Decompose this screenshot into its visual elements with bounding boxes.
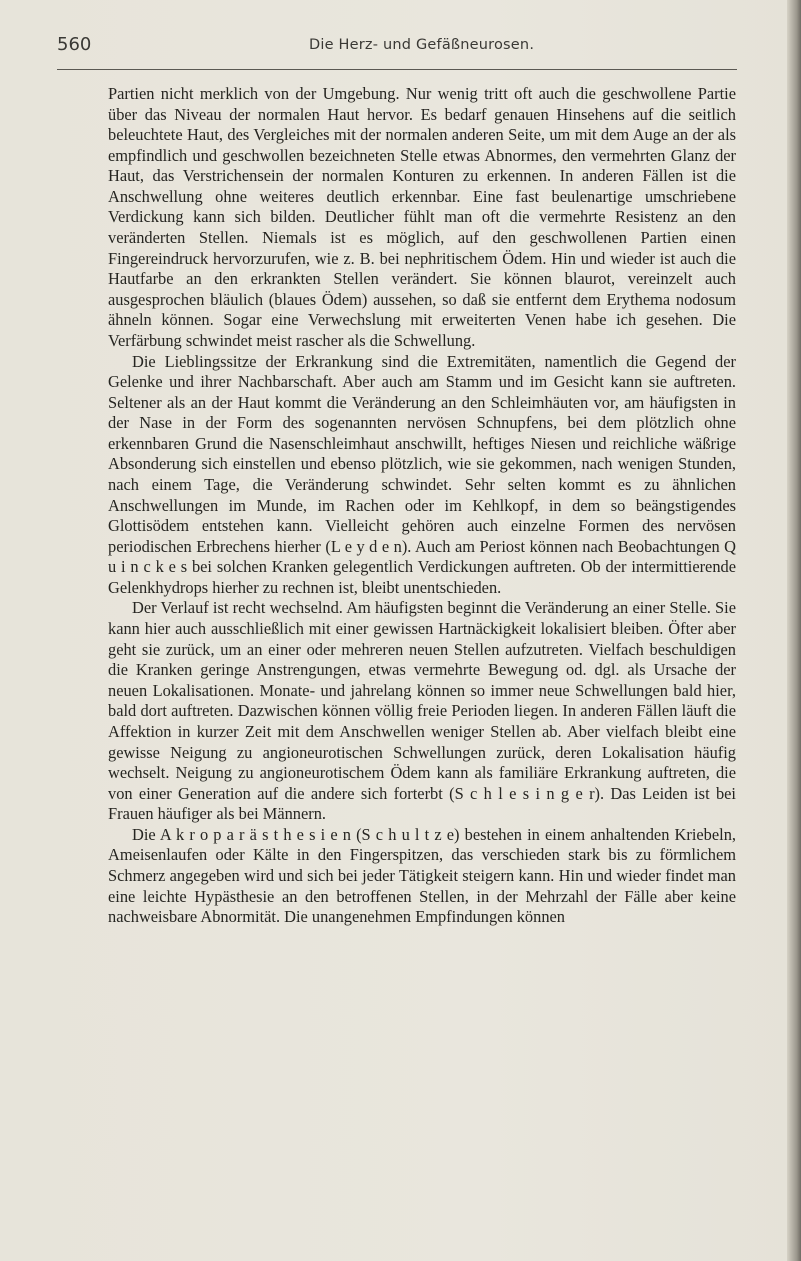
running-head: Die Herz- und Gefäßneurosen. <box>309 37 535 53</box>
page-header <box>57 30 753 66</box>
paragraph: Partien nicht merklich von der Umgebung. Nur wenig tritt oft auch die geschwollene Partie über das Niveau der normalen Haut hervor. Es bedarf genauen Hinsehens auf die seitlich beleuchtete Haut, des Vergleiches mit der normalen anderen Seite, um mit dem Auge an der als empfindlich und geschwollen bezeichneten Stelle etwas Abnormes, den vermehrten Glanz der Haut, das Verstrichensein der normalen Konturen zu erkennen. In anderen Fällen ist die Anschwellung ohne weiteres deutlich erkennbar. Eine fast beulenartige umschriebene Verdickung kann sich bilden. Deutlicher fühlt man oft die vermehrte Resistenz an den veränderten Stellen. Niemals ist es möglich, auf den geschwollenen Partien einen Fingereindruck hervorzurufen, wie z. B. bei nephritischem Ödem. Hin und wieder ist auch die Hautfarbe an den erkrankten Stellen verändert. Sie können blaurot, vereinzelt auch ausgesprochen bläulich (blaues Ödem) aussehen, so daß sie entfernt dem Erythema nodosum ähneln können. Sogar eine Verwechslung mit erweiterten Venen habe ich gesehen. Die Verfärbung schwindet meist rascher als die Schwellung. <box>108 84 736 350</box>
page-edge-shadow <box>787 0 801 1261</box>
paragraph: Die Lieblingssitze der Erkrankung sind die Extremitäten, namentlich die Gegend der Gelenke und ihrer Nachbarschaft. Aber auch am Stamm und im Gesicht kann sie auftreten. Seltener als an der Haut kommt die Veränderung an den Schleimhäuten vor, am häufigsten in der Nase in der Form des sogenannten nervösen Schnupfens, bei dem plötzlich ohne erkennbaren Grund die Nasenschleimhaut anschwillt, heftiges Niesen und reichliche wäßrige Absonderung sich einstellen und ebenso plötzlich, wie sie gekommen, nach wenigen Stunden, nach einem Tage, die Veränderung schwindet. Sehr selten kommt es zu ähnlichen Anschwellungen im Munde, im Rachen oder im Kehlkopf, in dem so beängstigendes Glottisödem entstehen kann. Vielleicht gehören auch einzelne Formen des nervösen periodischen Erbrechens hierher (L e y d e n). Auch am Periost können nach Beobachtungen Q u i n c k e s bei solchen Kranken gelegentlich Verdickungen auftreten. Ob der intermittierende Gelenkhydrops hierher zu rechnen ist, bleibt unentschieden. <box>108 351 736 597</box>
body-text <box>108 84 736 928</box>
paragraph: Die A k r o p a r ä s t h e s i e n (S c h u l t z e) bestehen in einem anhaltenden Kriebeln, Ameisenlaufen oder Kälte in den Fingerspitzen, das verschieden stark bis zu förmlichem Schmerz angegeben wird und sich bei jeder Tätigkeit steigern kann. Hin und wieder findet man eine leichte Hypästhesie an den betroffenen Stellen, in der Mehrzahl der Fälle aber keine nachweisbare Abnormität. Die unangenehmen Empfindungen können <box>108 824 736 927</box>
paragraph: Der Verlauf ist recht wechselnd. Am häufigsten beginnt die Veränderung an einer Stelle. Sie kann hier auch ausschließlich mit einer gewissen Hartnäckigkeit lokalisiert bleiben. Öfter aber geht sie zurück, um an einer oder mehreren neuen Stellen aufzutreten. Vielfach beschuldigen die Kranken geringe Anstrengungen, etwas vermehrte Bewegung od. dgl. als Ursache der neuen Lokalisationen. Monate- und jahrelang können so immer neue Schwellungen bald hier, bald dort auftreten. Dazwischen können völlig freie Perioden liegen. In anderen Fällen läuft die Affektion in kurzer Zeit mit dem Anschwellen weniger Stellen ab. Aber vielfach bleibt eine gewisse Neigung zu angioneurotischen Schwellungen zurück, deren Lokalisation häufig wechselt. Neigung zu angioneurotischem Ödem kann als familiäre Erkrankung auftreten, die von einer Generation auf die andere sich forterbt (S c h l e s i n g e r). Das Leiden ist bei Frauen häufiger als bei Männern. <box>108 598 736 824</box>
page-number: 560 <box>57 34 92 55</box>
header-rule <box>57 69 737 70</box>
